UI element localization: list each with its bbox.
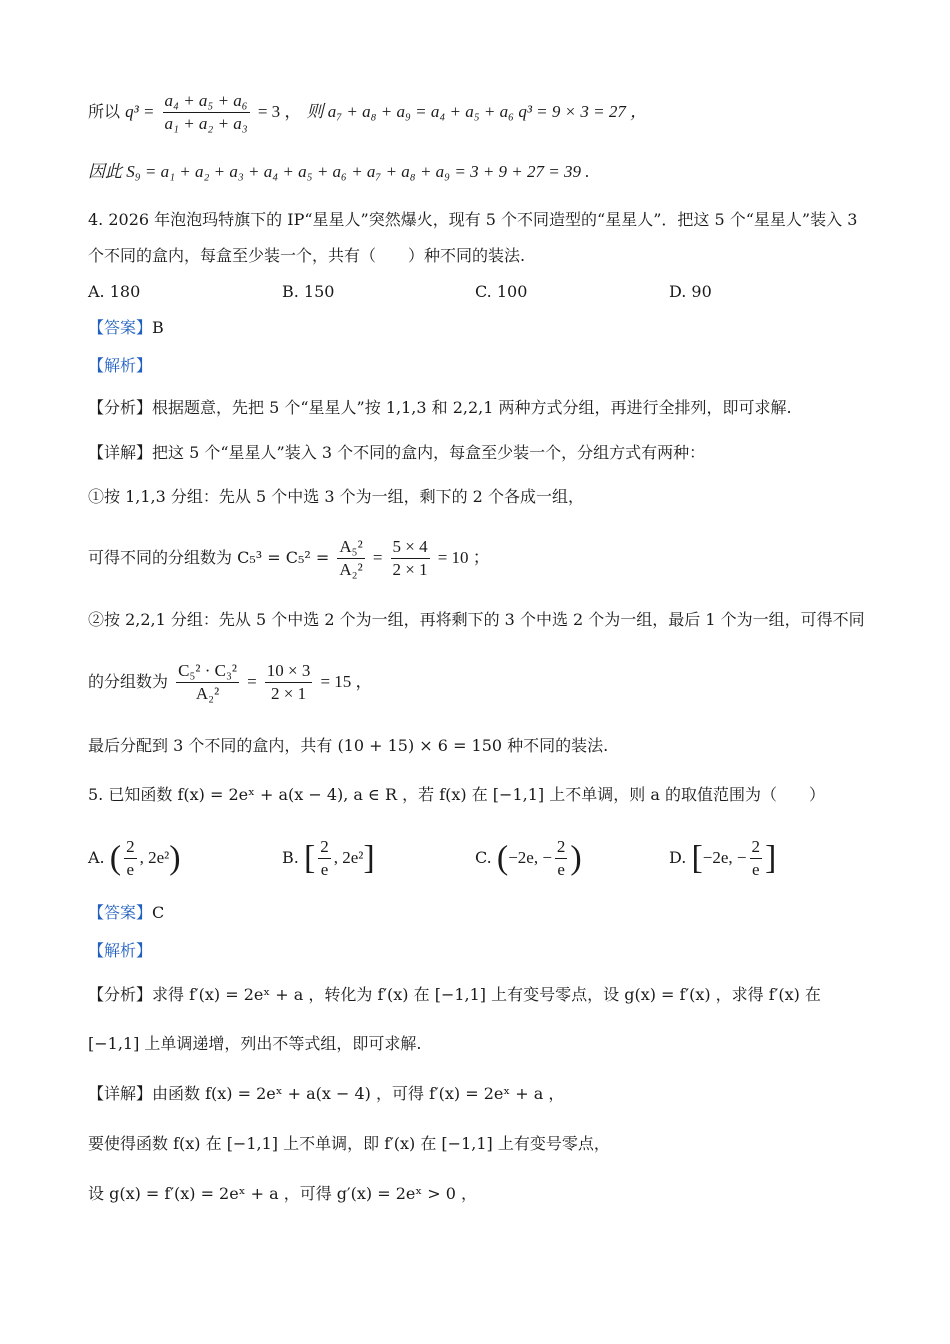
answer-value: C <box>152 903 165 922</box>
math-s9: 因此 S₉ = a₁ + a₂ + a₃ + a₄ + a₅ + a₆ + a₇ + a₈ + a₉ = 3 + 9 + 27 = 39 . <box>88 162 590 181</box>
answer-line <box>88 317 890 339</box>
question-4-text: 4. 2026 年泡泡玛特旗下的 IP“星星人”突然爆火，现有 5 个不同造型的“星星人”．把这 5 个“星星人”装入 3 <box>88 210 858 229</box>
q5-answer-line <box>88 902 890 924</box>
bracket-close: ] <box>765 839 777 877</box>
q5-option-d <box>669 832 776 884</box>
fraction <box>337 537 364 580</box>
fraction-numerator: 2 <box>750 837 763 859</box>
option-c: C. 100 <box>475 282 528 301</box>
text: 所以 <box>88 102 121 121</box>
fenxi-tag: 【分析】 <box>88 985 153 1004</box>
answer-value: B <box>152 318 164 337</box>
q5-fenxi-line <box>88 984 890 1006</box>
case-1-line: ①按 1,1,3 分组：先从 5 个中选 3 个为一组，剩下的 2 个各成一组， <box>88 487 584 506</box>
fenxi-text: 求得 f′(x) = 2eˣ + a ，转化为 f′(x) 在 [−1,1] 上有变号零点，设 g(x) = f′(x) ，求得 f′(x) 在 <box>152 985 821 1004</box>
paren-close: ) <box>169 839 181 877</box>
case-final-line: 最后分配到 3 个不同的盒内，共有 (10 + 15) × 6 = 150 种不同的装法. <box>88 736 609 755</box>
fraction-denominator: e <box>557 860 565 879</box>
option-label: C. <box>475 848 492 867</box>
fraction-numerator: 2 <box>124 837 137 859</box>
option-rest: −2e, − <box>508 848 552 867</box>
fraction-denominator: 2 × 1 <box>271 684 307 703</box>
q5-option-a <box>88 832 181 884</box>
solution-line-q3 <box>88 88 890 136</box>
fraction-numerator: 2 <box>555 837 568 859</box>
fraction-denominator: 2 × 1 <box>392 560 428 579</box>
fraction-denominator: e <box>126 860 135 879</box>
fraction-denominator: a₁ + a₂ + a₃ <box>164 114 248 133</box>
option-label: A. <box>88 848 105 867</box>
text: 的分组数为 <box>88 672 169 691</box>
q5-option-c <box>475 832 582 884</box>
fenxi-text: 根据题意，先把 5 个“星星人”按 1,1,3 和 2,2,1 两种方式分组，再进行全排列，即可求解. <box>152 398 792 417</box>
option-rest: , 2e² <box>139 848 170 867</box>
fraction-numerator: C₅² · C₃² <box>176 661 239 683</box>
text: 可得不同的分组数为 C₅³ = C₅² = <box>88 548 330 567</box>
fraction-denominator: A₂² <box>339 560 363 579</box>
xiangjie-line <box>88 442 890 464</box>
fraction-numerator: a₄ + a₅ + a₆ <box>163 91 250 113</box>
fraction-numerator: 2 <box>318 837 331 859</box>
fraction <box>124 837 137 880</box>
option-b: B. 150 <box>282 282 335 301</box>
q5-option-b <box>282 832 375 884</box>
q5-line-3: 设 g(x) = f′(x) = 2eˣ + a ，可得 g′(x) = 2eˣ > 0 ， <box>88 1184 478 1203</box>
xiangjie-text: 把这 5 个“星星人”装入 3 个不同的盒内，每盒至少装一个，分组方式有两种： <box>152 443 706 462</box>
case-1-calc <box>88 532 890 584</box>
bracket-close: ] <box>363 839 375 877</box>
paren-open: ( <box>109 839 122 877</box>
q5-analysis-heading <box>88 940 890 962</box>
fraction-numerator: 10 × 3 <box>265 661 313 683</box>
q5-fenxi-line-cont: [−1,1] 上单调递增，列出不等式组，即可求解. <box>88 1034 422 1053</box>
question-5-text: 5. 已知函数 f(x) = 2eˣ + a(x − 4), a ∈ R ，若 f(x) 在 [−1,1] 上不单调，则 a 的取值范围为（ ） <box>88 785 825 804</box>
option-d: D. 90 <box>669 282 712 301</box>
fraction <box>163 91 250 134</box>
fraction <box>265 661 313 704</box>
xiangjie-tag: 【详解】 <box>88 443 153 462</box>
case-2-line: ②按 2,2,1 分组：先从 5 个中选 2 个为一组，再将剩下的 3 个中选 2 个为一组，最后 1 个为一组，可得不同 <box>88 610 865 629</box>
option-label: B. <box>282 848 299 867</box>
math-result: = 10 ； <box>437 548 490 567</box>
fraction-denominator: A₂² <box>195 684 220 703</box>
fraction-denominator: e <box>320 860 329 879</box>
paren-close: ) <box>570 839 582 877</box>
option-a: A. 180 <box>88 282 141 301</box>
option-rest: −2e, − <box>702 848 747 867</box>
math-sum: 则 a₇ + a₈ + a₉ = a₄ + a₅ + a₆ q³ = 9 × 3 = 27 ， <box>306 102 648 121</box>
fenxi-tag: 【分析】 <box>88 398 153 417</box>
math-eq: = <box>372 548 383 567</box>
solution-line-s9 <box>88 161 890 183</box>
math-result: = 15 ， <box>320 672 373 691</box>
q5-line-2: 要使得函数 f(x) 在 [−1,1] 上不单调，即 f′(x) 在 [−1,1] 上有变号零点， <box>88 1134 610 1153</box>
bracket-open: [ <box>691 839 703 877</box>
bracket-open: [ <box>303 839 316 877</box>
math-eq: = <box>247 672 257 691</box>
option-rest: , 2e² <box>333 848 364 867</box>
fraction <box>555 837 568 880</box>
fraction <box>391 537 430 580</box>
fraction <box>318 837 331 880</box>
answer-tag: 【答案】 <box>88 903 153 922</box>
case-2-calc <box>88 656 890 708</box>
math-eq: = 3 ， <box>257 102 302 121</box>
analysis-tag: 【解析】 <box>88 941 153 960</box>
fraction-numerator: 5 × 4 <box>391 537 430 559</box>
fraction-denominator: e <box>751 860 760 879</box>
fraction <box>750 837 763 880</box>
analysis-tag: 【解析】 <box>88 356 153 375</box>
q5-xiangjie-line <box>88 1083 890 1105</box>
answer-tag: 【答案】 <box>88 318 153 337</box>
xiangjie-tag: 【详解】 <box>88 1084 153 1103</box>
fraction <box>176 661 239 704</box>
xiangjie-text: 由函数 f(x) = 2eˣ + a(x − 4) ，可得 f′(x) = 2eˣ + a ， <box>152 1084 565 1103</box>
paren-open: ( <box>496 839 509 877</box>
question-4-text-cont: 个不同的盒内，每盒至少装一个，共有（ ）种不同的装法. <box>88 246 526 265</box>
analysis-heading <box>88 355 890 377</box>
math-q3: q³ = <box>125 102 155 121</box>
fenxi-line <box>88 397 890 419</box>
option-label: D. <box>669 848 687 867</box>
fraction-numerator: A₅² <box>337 537 364 559</box>
